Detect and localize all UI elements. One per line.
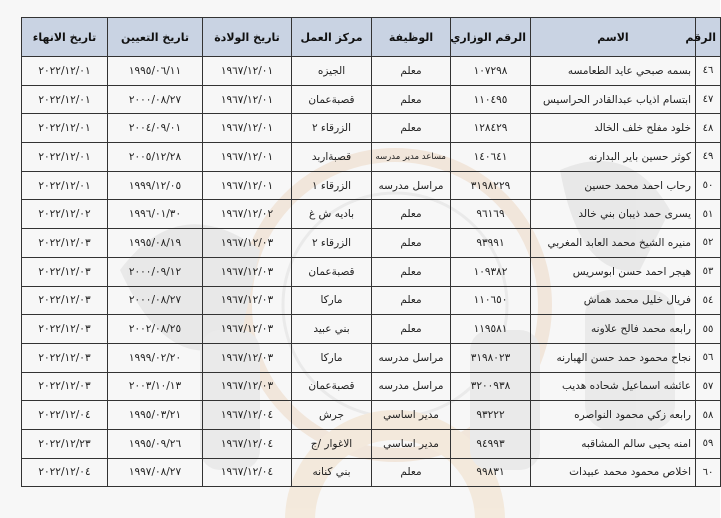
table-row (22, 143, 721, 172)
cell-appointment-date: ٢٠٠٠/٠٨/٢٧ (108, 85, 203, 114)
cell-ministry-no: ٩٦١٦٩ (451, 200, 531, 229)
header-birth-date: تاريخ الولادة (203, 18, 292, 57)
cell-ministry-no: ١٠٩٣٨٢ (451, 257, 531, 286)
cell-end-date: ٢٠٢٢/١٢/٠٤ (22, 458, 108, 487)
cell-job: معلم (372, 257, 451, 286)
cell-ministry-no: ٩٤٩٩٣ (451, 429, 531, 458)
table-row (22, 286, 721, 315)
cell-work-center: الزرقاء ٢ (292, 229, 372, 258)
cell-job: معلم (372, 200, 451, 229)
cell-name: اخلاص محمود محمد عبيدات (531, 458, 696, 487)
cell-appointment-date: ٢٠٠٤/٠٩/٠١ (108, 114, 203, 143)
header-end-date: تاريخ الانهاء (22, 18, 108, 57)
header-name: الاسم (531, 18, 696, 57)
cell-end-date: ٢٠٢٢/١٢/٠١ (22, 171, 108, 200)
cell-job: مدير اساسي (372, 401, 451, 430)
cell-name: رحاب احمد محمد حسين (531, 171, 696, 200)
cell-work-center: الجيزه (292, 57, 372, 86)
table-row (22, 57, 721, 86)
cell-end-date: ٢٠٢٢/١٢/٠١ (22, 57, 108, 86)
cell-ministry-no: ٩٣٩٩١ (451, 229, 531, 258)
cell-work-center: ماركا (292, 286, 372, 315)
cell-name: نجاح محمود حمد حسن الهبارنه (531, 343, 696, 372)
cell-ministry-no: ٣١٩٨٢٢٩ (451, 171, 531, 200)
cell-idx: ٥٩ (696, 429, 721, 458)
table-row (22, 229, 721, 258)
cell-job: معلم (372, 229, 451, 258)
cell-birth-date: ١٩٦٧/١٢/٠٣ (203, 315, 292, 344)
cell-idx: ٤٧ (696, 85, 721, 114)
cell-end-date: ٢٠٢٢/١٢/٠٣ (22, 372, 108, 401)
cell-idx: ٥٥ (696, 315, 721, 344)
cell-job: مراسل مدرسه (372, 372, 451, 401)
cell-idx: ٤٩ (696, 143, 721, 172)
cell-birth-date: ١٩٦٧/١٢/٠٣ (203, 229, 292, 258)
header-work-center: مركز العمل (292, 18, 372, 57)
table-row (22, 85, 721, 114)
cell-job: معلم (372, 458, 451, 487)
cell-name: منيره الشيخ محمد العابد المغربي (531, 229, 696, 258)
cell-job: مساعد مدير مدرسه (372, 143, 451, 172)
cell-job: معلم (372, 57, 451, 86)
cell-idx: ٥٤ (696, 286, 721, 315)
cell-name: هيجر احمد حسن ابوسريس (531, 257, 696, 286)
cell-end-date: ٢٠٢٢/١٢/٠٤ (22, 401, 108, 430)
cell-appointment-date: ٢٠٠٢/٠٨/٢٥ (108, 315, 203, 344)
cell-idx: ٥٠ (696, 171, 721, 200)
header-job: الوظيفة (372, 18, 451, 57)
cell-ministry-no: ١١٠٤٩٥ (451, 85, 531, 114)
cell-ministry-no: ١١٩٥٨١ (451, 315, 531, 344)
cell-ministry-no: ١١٠٦٥٠ (451, 286, 531, 315)
cell-birth-date: ١٩٦٧/١٢/٠١ (203, 171, 292, 200)
table-row (22, 257, 721, 286)
cell-work-center: باديه ش غ (292, 200, 372, 229)
cell-name: رابعه زكي محمود النواصره (531, 401, 696, 430)
cell-appointment-date: ١٩٩٩/٠٢/٢٠ (108, 343, 203, 372)
cell-end-date: ٢٠٢٢/١٢/٠٣ (22, 343, 108, 372)
cell-name: عائشه اسماعيل شحاده هديب (531, 372, 696, 401)
cell-job: معلم (372, 286, 451, 315)
cell-job: مدير اساسي (372, 429, 451, 458)
cell-appointment-date: ١٩٩٥/٠٨/١٩ (108, 229, 203, 258)
cell-birth-date: ١٩٦٧/١٢/٠٤ (203, 429, 292, 458)
cell-ministry-no: ١٤٠٦٤١ (451, 143, 531, 172)
table-row (22, 458, 721, 487)
cell-idx: ٤٨ (696, 114, 721, 143)
cell-end-date: ٢٠٢٢/١٢/٢٣ (22, 429, 108, 458)
cell-idx: ٥٧ (696, 372, 721, 401)
cell-name: كوثر حسين باير البدارنه (531, 143, 696, 172)
cell-name: يسرى حمد ذيبان بني خالد (531, 200, 696, 229)
table-row (22, 372, 721, 401)
cell-birth-date: ١٩٦٧/١٢/٠٣ (203, 372, 292, 401)
table-row (22, 429, 721, 458)
cell-ministry-no: ٩٣٢٢٢ (451, 401, 531, 430)
cell-birth-date: ١٩٦٧/١٢/٠٣ (203, 286, 292, 315)
cell-work-center: بني كنانه (292, 458, 372, 487)
cell-appointment-date: ١٩٩٦/٠١/٣٠ (108, 200, 203, 229)
cell-name: خلود مفلح خلف الخالد (531, 114, 696, 143)
cell-end-date: ٢٠٢٢/١٢/٠٣ (22, 286, 108, 315)
cell-ministry-no: ١٢٨٤٢٩ (451, 114, 531, 143)
cell-idx: ٦٠ (696, 458, 721, 487)
cell-birth-date: ١٩٦٧/١٢/٠١ (203, 114, 292, 143)
cell-work-center: الاغوار /ج (292, 429, 372, 458)
cell-appointment-date: ١٩٩٥/٠٩/٢٦ (108, 429, 203, 458)
table-row (22, 343, 721, 372)
cell-idx: ٥١ (696, 200, 721, 229)
cell-birth-date: ١٩٦٧/١٢/٠١ (203, 143, 292, 172)
cell-ministry-no: ٩٩٨٣١ (451, 458, 531, 487)
cell-appointment-date: ١٩٩٥/٠٣/٢١ (108, 401, 203, 430)
cell-work-center: قصبةعمان (292, 257, 372, 286)
cell-appointment-date: ١٩٩٩/١٢/٠٥ (108, 171, 203, 200)
retirement-table (21, 17, 721, 487)
cell-work-center: ماركا (292, 343, 372, 372)
cell-job: معلم (372, 114, 451, 143)
header-ministry-no: الرقم الوزاري (451, 18, 531, 57)
cell-work-center: الزرقاء ١ (292, 171, 372, 200)
cell-end-date: ٢٠٢٢/١٢/٠٣ (22, 315, 108, 344)
cell-ministry-no: ٣١٩٨٠٢٣ (451, 343, 531, 372)
cell-job: مراسل مدرسه (372, 343, 451, 372)
cell-end-date: ٢٠٢٢/١٢/٠٣ (22, 257, 108, 286)
cell-work-center: قصبةعمان (292, 372, 372, 401)
cell-appointment-date: ١٩٩٧/٠٨/٢٧ (108, 458, 203, 487)
cell-job: مراسل مدرسه (372, 171, 451, 200)
cell-birth-date: ١٩٦٧/١٢/٠٣ (203, 343, 292, 372)
table-row (22, 200, 721, 229)
cell-work-center: قصبةاربد (292, 143, 372, 172)
cell-end-date: ٢٠٢٢/١٢/٠١ (22, 143, 108, 172)
cell-work-center: الزرقاء ٢ (292, 114, 372, 143)
table-row (22, 401, 721, 430)
table-row (22, 114, 721, 143)
cell-birth-date: ١٩٦٧/١٢/٠١ (203, 57, 292, 86)
table-header-row (22, 18, 721, 57)
cell-end-date: ٢٠٢٢/١٢/٠٢ (22, 200, 108, 229)
cell-work-center: جرش (292, 401, 372, 430)
cell-appointment-date: ٢٠٠٥/١٢/٢٨ (108, 143, 203, 172)
cell-idx: ٥٦ (696, 343, 721, 372)
cell-idx: ٤٦ (696, 57, 721, 86)
cell-work-center: بني عبيد (292, 315, 372, 344)
cell-idx: ٥٨ (696, 401, 721, 430)
cell-birth-date: ١٩٦٧/١٢/٠٤ (203, 458, 292, 487)
header-idx: الرقم (696, 18, 721, 57)
cell-ministry-no: ١٠٧٢٩٨ (451, 57, 531, 86)
cell-ministry-no: ٣٢٠٠٩٣٨ (451, 372, 531, 401)
cell-birth-date: ١٩٦٧/١٢/٠١ (203, 85, 292, 114)
cell-appointment-date: ٢٠٠٣/١٠/١٣ (108, 372, 203, 401)
table-row (22, 315, 721, 344)
header-appointment-date: تاريخ التعيين (108, 18, 203, 57)
cell-idx: ٥٣ (696, 257, 721, 286)
cell-birth-date: ١٩٦٧/١٢/٠٢ (203, 200, 292, 229)
cell-end-date: ٢٠٢٢/١٢/٠٣ (22, 229, 108, 258)
cell-name: فريال خليل محمد هماش (531, 286, 696, 315)
cell-name: امنه يحيى سالم المشاقبه (531, 429, 696, 458)
cell-birth-date: ١٩٦٧/١٢/٠٣ (203, 257, 292, 286)
cell-appointment-date: ٢٠٠٠/٠٩/١٢ (108, 257, 203, 286)
cell-appointment-date: ٢٠٠٠/٠٨/٢٧ (108, 286, 203, 315)
cell-appointment-date: ١٩٩٥/٠٦/١١ (108, 57, 203, 86)
table-body (22, 57, 721, 487)
cell-job: معلم (372, 315, 451, 344)
cell-work-center: قصبةعمان (292, 85, 372, 114)
cell-end-date: ٢٠٢٢/١٢/٠١ (22, 85, 108, 114)
cell-job: معلم (372, 85, 451, 114)
cell-name: بسمه صبحي عايد الطعامسه (531, 57, 696, 86)
cell-idx: ٥٢ (696, 229, 721, 258)
table-row (22, 171, 721, 200)
cell-name: رابعه محمد فالح علاونه (531, 315, 696, 344)
cell-end-date: ٢٠٢٢/١٢/٠١ (22, 114, 108, 143)
cell-name: ابتسام اذياب عبدالقادر الحراسيس (531, 85, 696, 114)
cell-birth-date: ١٩٦٧/١٢/٠٤ (203, 401, 292, 430)
